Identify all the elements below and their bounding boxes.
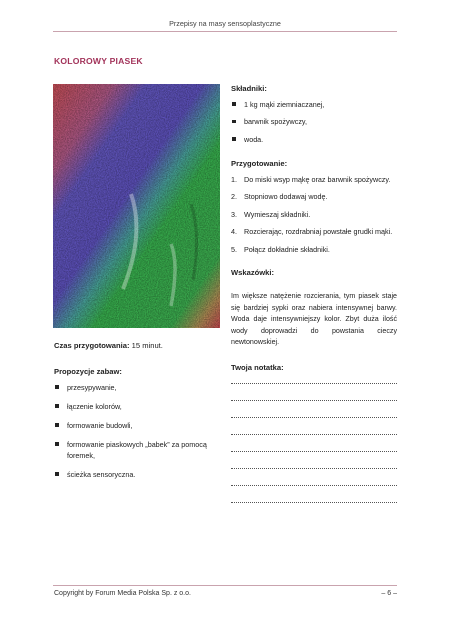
note-line[interactable] bbox=[231, 502, 397, 503]
list-item: formowanie piaskowych „babek” za pomocą foremek, bbox=[54, 439, 220, 461]
footer-rule bbox=[53, 585, 397, 586]
list-item: woda. bbox=[231, 134, 397, 145]
preparation-steps bbox=[231, 174, 401, 261]
running-title: Przepisy na masy sensoplastyczne bbox=[169, 19, 281, 28]
note-line[interactable] bbox=[231, 417, 397, 418]
play-ideas-heading: Propozycje zabaw: bbox=[54, 367, 122, 376]
preparation-heading: Przygotowanie: bbox=[231, 159, 288, 168]
ingredients-list bbox=[231, 99, 397, 151]
list-item: przesypywanie, bbox=[54, 382, 220, 393]
note-line[interactable] bbox=[231, 434, 397, 435]
tips-heading: Wskazówki: bbox=[231, 268, 275, 277]
list-item: 1. Do miski wsyp mąkę oraz barwnik spożywczy. bbox=[231, 174, 401, 185]
colored-sand-image bbox=[53, 84, 220, 328]
play-ideas-list bbox=[54, 382, 220, 488]
list-item: 4. Rozcierając, rozdrabniaj powstałe grudki mąki. bbox=[231, 226, 401, 237]
prep-time-value: 15 minut. bbox=[131, 341, 163, 350]
ingredients-heading: Składniki: bbox=[231, 84, 267, 93]
notes-heading: Twoja notatka: bbox=[231, 363, 284, 372]
list-item: 1 kg mąki ziemniaczanej, bbox=[231, 99, 397, 110]
note-line[interactable] bbox=[231, 383, 397, 384]
list-item: 5. Połącz dokładnie składniki. bbox=[231, 244, 401, 255]
note-line[interactable] bbox=[231, 451, 397, 452]
prep-time bbox=[54, 341, 163, 350]
list-item: barwnik spożywczy, bbox=[231, 116, 397, 127]
note-line[interactable] bbox=[231, 485, 397, 486]
note-line[interactable] bbox=[231, 468, 397, 469]
note-line[interactable] bbox=[231, 400, 397, 401]
colored-sand-photo bbox=[53, 84, 220, 328]
list-item: 2. Stopniowo dodawaj wodę. bbox=[231, 191, 401, 202]
list-item: ścieżka sensoryczna. bbox=[54, 469, 220, 480]
copyright: Copyright by Forum Media Polska Sp. z o.o. bbox=[54, 590, 191, 597]
header-rule bbox=[53, 31, 397, 32]
list-item: formowanie budowli, bbox=[54, 420, 220, 431]
tips-text: Im większe natężenie rozcierania, tym piasek staje się bardziej sypki oraz nabiera intensywnej barwy. Woda daje intensywniejszy kolor. Zbyt duża ilość wody doprowadzi do powstania cieczy newtonowskiej. bbox=[231, 292, 397, 347]
list-item: 3. Wymieszaj składniki. bbox=[231, 209, 401, 220]
recipe-title: KOLOROWY PIASEK bbox=[54, 56, 143, 66]
list-item: łączenie kolorów, bbox=[54, 401, 220, 412]
page-number: – 6 – bbox=[381, 590, 397, 597]
prep-time-label: Czas przygotowania: bbox=[54, 341, 130, 350]
